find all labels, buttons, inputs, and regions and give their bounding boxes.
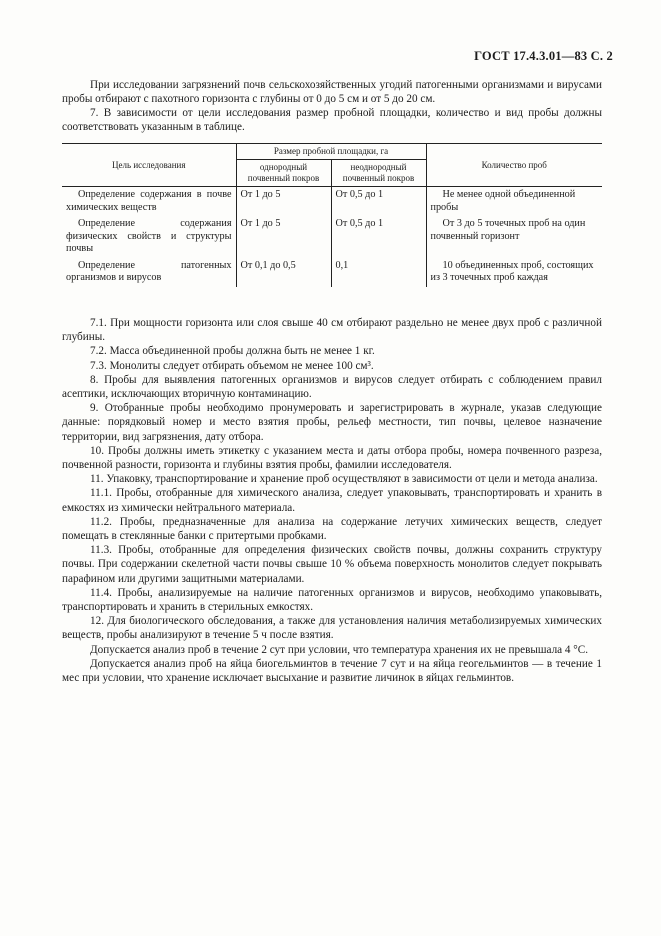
paragraph: 11.1. Пробы, отобранные для химического анализа, следует упаковывать, транспортировать и хранить в емкостях из химически нейтрального материала. bbox=[62, 487, 602, 514]
page-header: ГОСТ 17.4.3.01—83 С. 2 bbox=[474, 49, 613, 63]
paragraph: 11. Упаковку, транспортирование и хранение проб осуществляют в зависимости от цели и метода анализа. bbox=[90, 473, 598, 486]
col-count-header: Количество проб bbox=[426, 144, 602, 187]
paragraph: Допускается анализ проб в течение 2 сут при условии, что температура хранения их не превышала 4 °С. bbox=[90, 643, 589, 656]
cell-heterog: От 0,5 до 1 bbox=[331, 187, 426, 217]
paragraph: 11.3. Пробы, отобранные для определения физических свойств почвы, должны сохранить структуру почвы. При содержании скелетной части почвы свыше 10 % объема поверхность монолитов следует покрывать парафином или другими защитными материалами. bbox=[62, 544, 602, 585]
paragraph: 7.3. Монолиты следует отбирать объемом не менее 100 см³. bbox=[90, 359, 374, 372]
table-row bbox=[62, 216, 602, 258]
paragraph: Допускается анализ проб на яйца биогельминтов в течение 7 сут и на яйца геогельминтов — в течение 1 мес при условии, что хранение исключает высыхание и развитие личинок в яйцах гельминтов. bbox=[62, 657, 602, 685]
table-row bbox=[62, 187, 602, 217]
intro-paragraph: 7. В зависимости от цели исследования размер пробной площадки, количество и вид пробы должны соответствовать указанным в таблице. bbox=[62, 107, 602, 133]
paragraph: 9. Отобранные пробы необходимо пронумеровать и зарегистрировать в журнале, указав следующие данные: порядковый номер и место взятия пробы, рельеф местности, тип почвы, целевое назначение территории, вид загрязнения, дату отбора. bbox=[62, 402, 602, 443]
intro-paragraph: При исследовании загрязнений почв сельскохозяйственных угодий патогенными организмами и вирусами пробы отбирают с пахотного горизонта с глубины от 0 до 5 см и от 5 до 20 см. bbox=[62, 79, 602, 105]
cell-count: От 3 до 5 точечных проб на один почвенный горизонт bbox=[430, 218, 586, 242]
paragraph: 12. Для биологического обследования, а также для установления наличия метаболизируемых химических веществ, пробы анализируют в течение 5 ч после взятия. bbox=[62, 615, 602, 642]
body-text bbox=[62, 316, 602, 685]
cell-homog: От 1 до 5 bbox=[236, 216, 331, 258]
sampling-table bbox=[62, 143, 602, 287]
cell-goal: Определение содержания физических свойств и структуры почвы bbox=[62, 216, 236, 258]
cell-homog: От 1 до 5 bbox=[236, 187, 331, 217]
paragraph: 10. Пробы должны иметь этикетку с указанием места и даты отбора пробы, номера почвенного разреза, почвенной разности, горизонта и глубины взятия пробы, фамилии исследователя. bbox=[62, 444, 602, 472]
col-heterog-header: неоднородный почвенный покров bbox=[331, 160, 426, 187]
cell-count: Не менее одной объединенной пробы bbox=[430, 189, 576, 213]
paragraph: 11.4. Пробы, анализируемые на наличие патогенных организмов и вирусов, необходимо упаковывать, транспортировать и хранить в стерильных емкостях. bbox=[62, 586, 602, 614]
paragraph: 11.2. Пробы, предназначенные для анализа на содержание летучих химических веществ, следует помещать в стеклянные банки с притертыми пробками. bbox=[62, 515, 602, 543]
paragraph: 7.1. При мощности горизонта или слоя свыше 40 см отбирают раздельно не менее двух проб с различной глубины. bbox=[62, 317, 602, 344]
cell-heterog: От 0,5 до 1 bbox=[331, 216, 426, 258]
paragraph: 8. Пробы для выявления патогенных организмов и вирусов следует отбирать с соблюдением правил асептики, исключающих вторичную контаминацию. bbox=[62, 373, 602, 401]
intro-text bbox=[62, 78, 602, 134]
paragraph: 7.2. Масса объединенной пробы должна быть не менее 1 кг. bbox=[90, 345, 375, 358]
table-row bbox=[62, 258, 602, 287]
cell-goal: Определение содержания в почве химических веществ bbox=[62, 187, 236, 217]
col-goal-header: Цель исследования bbox=[62, 144, 236, 187]
cell-goal: Определение патогенных организмов и вирусов bbox=[62, 258, 236, 287]
col-homog-header: однородный почвенный покров bbox=[236, 160, 331, 187]
cell-heterog: 0,1 bbox=[331, 258, 426, 287]
cell-homog: От 0,1 до 0,5 bbox=[236, 258, 331, 287]
col-size-header: Размер пробной площадки, га bbox=[236, 144, 426, 160]
cell-count: 10 объединенных проб, состоящих из 3 точечных проб каждая bbox=[430, 259, 594, 283]
